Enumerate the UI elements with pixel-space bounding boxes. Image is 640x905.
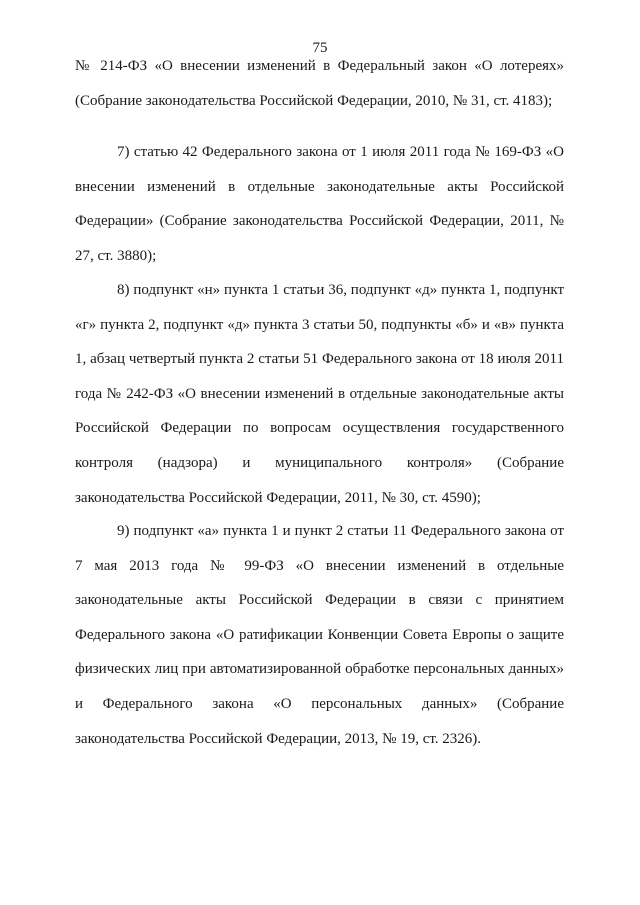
- paragraph-item-8: 8) подпункт «н» пункта 1 статьи 36, подпункт «д» пункта 1, подпункт «г» пункта 2, подпункт «д» пункта 3 статьи 50, подпункты «б» и «в» пункта 1, абзац четвертый пункта 2 статьи 51 Федерального закона от 18 июля 2011 года № 242-ФЗ «О внесении изменений в отдельные законодательные акты Российской Федерации по вопросам осуществления государственного контроля (надзора) и муниципального контроля» (Собрание законодательства Российской Федерации, 2011, № 30, ст. 4590);: [75, 282, 564, 506]
- paragraph-item-7: 7) статью 42 Федерального закона от 1 июля 2011 года № 169-ФЗ «О внесении изменений в отдельные законодательные акты Российской Федерации» (Собрание законодательства Российской Федерации, 2011, № 27, ст. 3880);: [75, 144, 564, 264]
- page-number: 75: [312, 40, 328, 56]
- paragraph-item-9: 9) подпункт «а» пункта 1 и пункт 2 статьи 11 Федерального закона от 7 мая 2013 года № 99-ФЗ «О внесении изменений в отдельные законодательные акты Российской Федерации в связи с принятием Федерального закона «О ратификации Конвенции Совета Европы о защите физических лиц при автоматизированной обработке персональных данных» и Федерального закона «О персональных данных» (Собрание законодательства Российской Федерации, 2013, № 19, ст. 2326).: [75, 523, 564, 747]
- paragraph-continuation-lottery-law: № 214-ФЗ «О внесении изменений в Федеральный закон «О лотереях» (Собрание законодательства Российской Федерации, 2010, № 31, ст. 4183);: [75, 58, 564, 109]
